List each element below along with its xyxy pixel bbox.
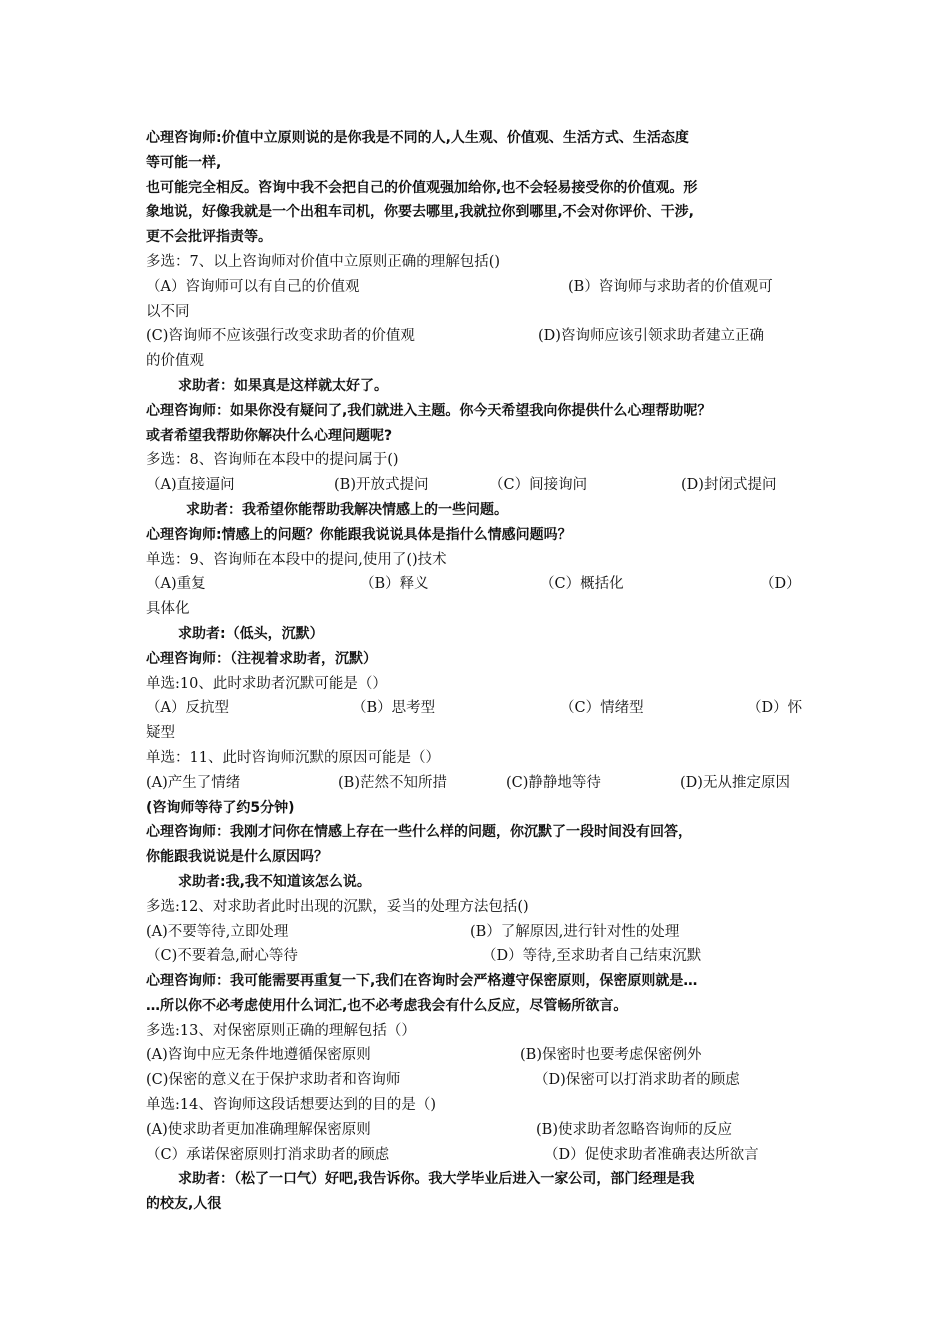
option: （D） <box>760 576 801 593</box>
option: (B）了解原因,进行针对性的处理 <box>470 923 680 940</box>
option: (B）咨询师与求助者的价值观可 <box>568 278 773 295</box>
options-row <box>146 1118 814 1143</box>
option: （C)不要着急,耐心等待 <box>146 948 298 965</box>
option: (D)咨询师应该引领求助者建立正确 <box>538 328 764 345</box>
client-line: 求助者:（低头，沉默） <box>178 625 324 642</box>
option: (A)咨询中应无条件地遵循保密原则 <box>146 1047 371 1064</box>
option: (C)静静地等待 <box>506 774 601 791</box>
option: （A)重复 <box>146 576 206 593</box>
question-13: 多选:13、对保密原则正确的理解包括（） <box>146 1022 416 1039</box>
option: （D）怀 <box>747 700 803 717</box>
options-row <box>146 572 814 597</box>
option-continuation: 疑型 <box>146 725 175 742</box>
option-continuation: 具体化 <box>146 601 190 618</box>
option-continuation: 的价值观 <box>146 353 204 370</box>
options-row <box>146 944 814 969</box>
dialogue-line: 心理咨询师：我可能需要再重复一下,我们在咨询时会严格遵守保密原则，保密原则就是… <box>146 973 698 990</box>
dialogue-line: 等可能一样, <box>146 154 222 171</box>
dialogue-line: 心理咨询师：我刚才问你在情感上存在一些什么样的问题，你沉默了一段时间没有回答， <box>146 824 692 841</box>
client-line: 求助者：（松了一口气）好吧,我告诉你。我大学毕业后进入一家公司，部门经理是我 <box>178 1171 695 1188</box>
dialogue-line: 心理咨询师：（注视着求助者，沉默） <box>146 650 377 667</box>
dialogue-line: 或者希望我帮助你解决什么心理问题呢? <box>146 427 393 444</box>
option: （A）反抗型 <box>146 700 229 717</box>
dialogue-line: 心理咨询师：如果你没有疑问了,我们就进入主题。你今天希望我向你提供什么心理帮助呢？ <box>146 402 712 419</box>
dialogue-line: 的校友,人很 <box>146 1196 222 1213</box>
client-line: 求助者：我希望你能帮助我解决情感上的一些问题。 <box>186 501 508 518</box>
options-row <box>146 1068 814 1093</box>
options-row <box>146 1043 814 1068</box>
dialogue-line: 心理咨询师:情感上的问题？你能跟我说说具体是指什么情感问题吗？ <box>146 526 572 543</box>
option: （C）情绪型 <box>560 700 644 717</box>
option: (D)无从推定原因 <box>680 774 790 791</box>
option: （C）间接询问 <box>489 477 588 494</box>
option: (A)不要等待,立即处理 <box>146 923 289 940</box>
option: (D)封闭式提问 <box>681 477 777 494</box>
options-row <box>146 324 814 349</box>
option: （C）概括化 <box>540 576 624 593</box>
question-7: 多选：7、以上咨询师对价值中立原则正确的理解包括() <box>146 253 501 270</box>
option: （B）释义 <box>360 576 429 593</box>
option: （A）咨询师可以有自己的价值观 <box>146 278 360 295</box>
option: （D）等待,至求助者自己结束沉默 <box>482 948 702 965</box>
client-line: 求助者：如果真是这样就太好了。 <box>178 377 388 394</box>
option: (B)开放式提问 <box>334 477 429 494</box>
question-11: 单选：11、此时咨询师沉默的原因可能是（） <box>146 749 440 766</box>
option: （D)保密可以打消求助者的顾虑 <box>534 1072 740 1089</box>
options-row <box>146 275 814 300</box>
question-12: 多选:12、对求助者此时出现的沉默，妥当的处理方法包括() <box>146 898 529 915</box>
dialogue-line: 心理咨询师:价值中立原则说的是你我是不同的人,人生观、价值观、生活方式、生活态度 <box>146 130 689 146</box>
option: （C）承诺保密原则打消求助者的顾虑 <box>146 1146 390 1163</box>
client-line: 求助者:我,我不知道该怎么说。 <box>178 873 371 890</box>
question-9: 单选：9、咨询师在本段中的提问,使用了()技术 <box>146 551 447 568</box>
question-10: 单选:10、此时求助者沉默可能是（） <box>146 675 387 692</box>
question-8: 多选：8、咨询师在本段中的提问属于() <box>146 452 399 469</box>
option: (C)咨询师不应该强行改变求助者的价值观 <box>146 328 415 345</box>
question-14: 单选:14、咨询师这段话想要达到的目的是（) <box>146 1097 436 1114</box>
options-row <box>146 920 814 945</box>
options-row <box>146 771 814 796</box>
option: (B)茫然不知所措 <box>338 774 447 791</box>
options-row <box>146 1143 814 1168</box>
option: (C)保密的意义在于保护求助者和咨询师 <box>146 1072 401 1089</box>
dialogue-line: …所以你不必考虑使用什么词汇,也不必考虑我会有什么反应，尽管畅所欲言。 <box>146 997 628 1014</box>
dialogue-line: 更不会批评指责等。 <box>146 229 272 246</box>
options-row <box>146 473 814 498</box>
option-continuation: 以不同 <box>146 303 190 320</box>
dialogue-line: 你能跟我说说是什么原因吗？ <box>146 849 328 866</box>
option: （A)直接逼问 <box>146 477 235 494</box>
dialogue-line: 也可能完全相反。咨询中我不会把自己的价值观强加给你,也不会轻易接受你的价值观。形 <box>146 179 698 196</box>
dialogue-line: 象地说，好像我就是一个出租车司机，你要去哪里,我就拉你到哪里,不会对你评价、干涉, <box>146 204 694 221</box>
options-row <box>146 696 814 721</box>
document-page <box>146 126 814 1217</box>
option: (A)产生了情绪 <box>146 774 241 791</box>
option: (B)保密时也要考虑保密例外 <box>520 1047 702 1064</box>
option: (B)使求助者忽略咨询师的反应 <box>536 1121 732 1138</box>
option: （B）思考型 <box>352 700 436 717</box>
stage-direction: (咨询师等待了约5分钟) <box>146 799 295 816</box>
option: (A)使求助者更加准确理解保密原则 <box>146 1121 371 1138</box>
option: （D）促使求助者准确表达所欲言 <box>544 1146 759 1163</box>
